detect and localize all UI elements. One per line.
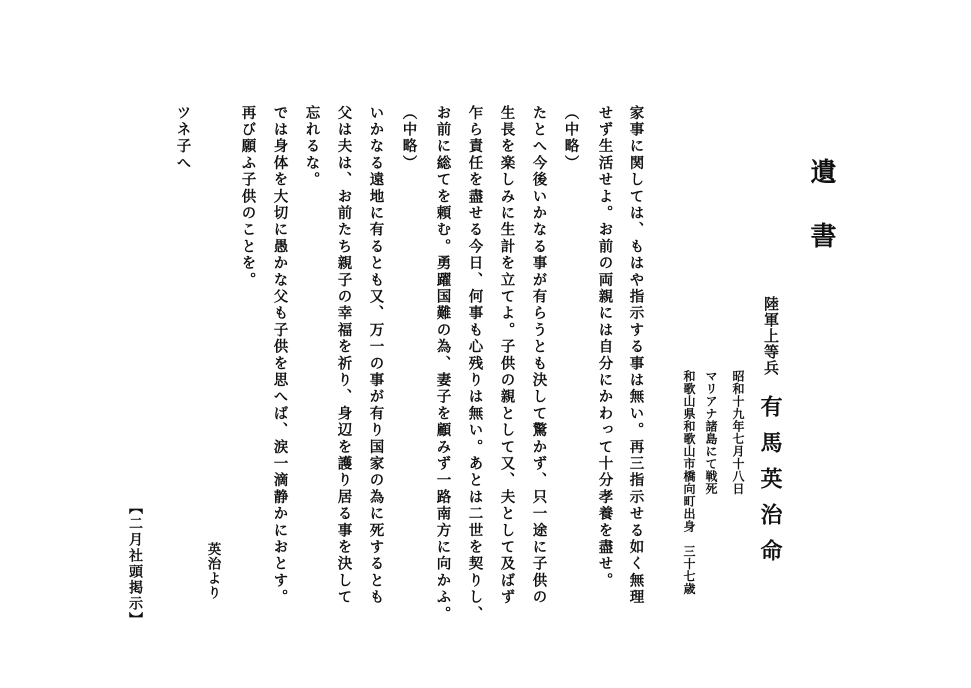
rank: 陸軍上等兵 bbox=[762, 296, 780, 376]
source-label: 【二月社頭掲示】 bbox=[127, 500, 143, 628]
body-line-9: いかなる遠地に有るとも又、万一の事が有り国家の為に死するとも bbox=[367, 105, 385, 606]
signature: 英治より bbox=[204, 542, 221, 600]
body-line-4: たとへ今後いかなる事が有らうとも決して驚かず、只一途に子供の bbox=[530, 105, 548, 606]
deceased-name: 有馬英治命 bbox=[757, 395, 783, 575]
body-line-8: （中略） bbox=[400, 105, 418, 172]
info-line-2: マリアナ諸島にて戦死 bbox=[704, 370, 718, 495]
body-line-12: では身体を大切に愚かな父も子供を思へば、涙一滴静かにおとす。 bbox=[271, 105, 289, 606]
body-line-7: お前に総てを頼む。勇躍国難の為、妻子を顧みず一路南方に向かふ。 bbox=[434, 105, 452, 623]
body-line-6: 乍ら責任を盡せる今日、何事も心残りは無い。あとは二世を契りし、 bbox=[466, 105, 484, 623]
body-line-1: 家事に関しては、もはや指示する事は無い。再三指示せる如く無理 bbox=[627, 105, 645, 606]
title-char-1: 遺 bbox=[806, 158, 836, 184]
body-line-3: （中略） bbox=[562, 105, 580, 172]
body-line-10: 父は夫は、お前たち親子の幸福を祈り、身辺を護り居る事を決して bbox=[335, 105, 353, 607]
body-line-5: 生長を楽しみに生計を立てよ。子供の親として又、夫として及ばず bbox=[498, 105, 516, 606]
body-line-13: 再び願ふ子供のことを。 bbox=[239, 105, 257, 289]
info-line-3: 和歌山県和歌山市橋向町出身 三十七歳 bbox=[682, 370, 696, 595]
addressee: ツネ子へ bbox=[174, 105, 192, 172]
body-line-11: 忘れるな。 bbox=[303, 105, 321, 189]
info-line-1: 昭和十九年七月十八日 bbox=[731, 370, 745, 495]
title-char-2: 書 bbox=[806, 222, 836, 248]
body-line-2: せず生活せよ。お前の両親には自分にかわって十分孝養を盡せ。 bbox=[596, 105, 614, 590]
